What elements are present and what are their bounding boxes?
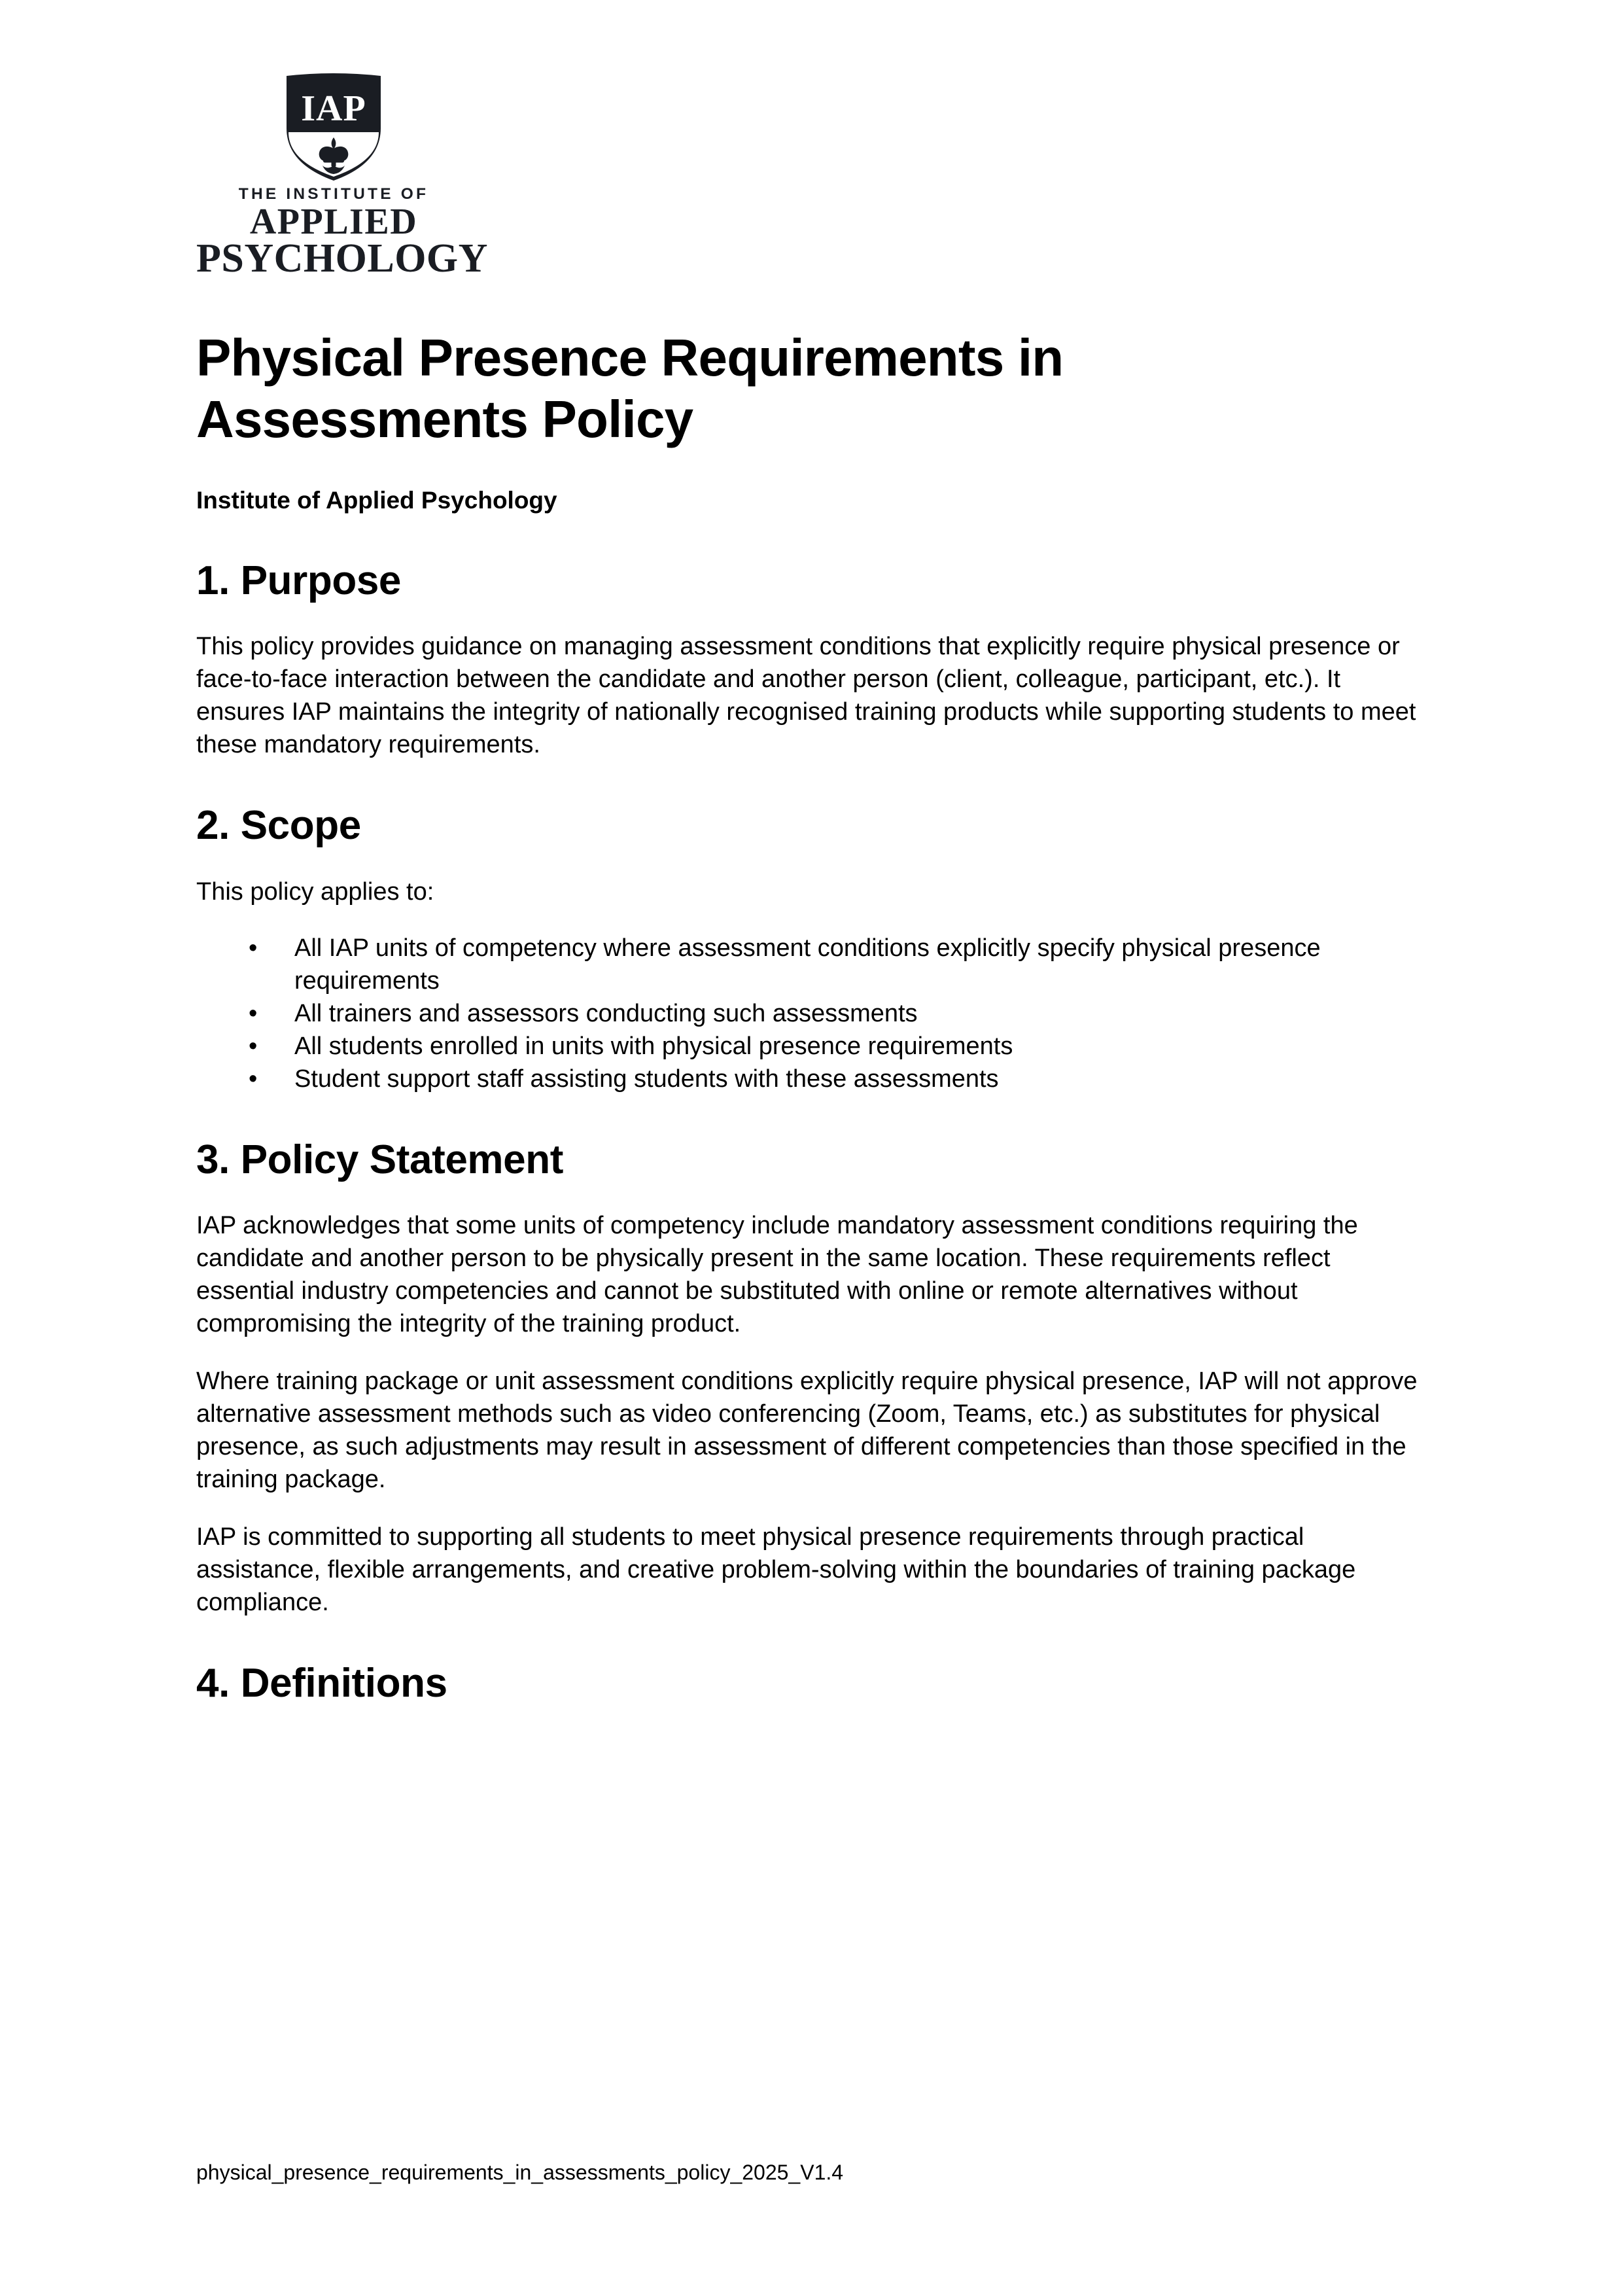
shield-icon bbox=[281, 72, 386, 183]
document-body bbox=[196, 327, 1426, 1708]
list-item: • All trainers and assessors conducting such assessments bbox=[249, 997, 1426, 1030]
section-heading-scope: 2. Scope bbox=[196, 803, 361, 849]
list-item: • All students enrolled in units with physical presence requirements bbox=[249, 1030, 1426, 1063]
section-purpose-paragraph: This policy provides guidance on managing assessment conditions that explicitly require physical presence or face-to-face interaction between the candidate and another person (client, colleague, participant, etc.). It ensures IAP maintains the integrity of nationally recognised training products while supporting students to meet these mandatory requirements. bbox=[196, 633, 1416, 759]
list-item: • Student support staff assisting students with these assessments bbox=[249, 1063, 1426, 1095]
document-subtitle: Institute of Applied Psychology bbox=[196, 486, 557, 514]
list-item: • All IAP units of competency where assessment conditions explicitly specify physical presence requirements bbox=[249, 932, 1426, 997]
section-policy-statement-paragraph-2: Where training package or unit assessment conditions explicitly require physical presence, IAP will not approve alternative assessment methods such as video conferencing (Zoom, Teams, etc.) as substitutes for physical presence, as such adjustments may result in assessment of different competencies than those specified in the training package. bbox=[196, 1368, 1418, 1494]
logo-wordmark-line-2: APPLIED bbox=[249, 201, 418, 242]
organisation-logo bbox=[196, 72, 488, 281]
section-heading-purpose: 1. Purpose bbox=[196, 557, 401, 603]
section-scope-intro: This policy applies to: bbox=[196, 877, 434, 906]
scope-list bbox=[196, 932, 1426, 1095]
svg-text:IAP: IAP bbox=[301, 88, 366, 129]
logo-wordmark-line-3: PSYCHOLOGY bbox=[196, 236, 488, 281]
document-footer-filename: physical_presence_requirements_in_assessments_policy_2025_V1.4 bbox=[196, 2161, 844, 2184]
logo-wordmark-line-1: THE INSTITUTE OF bbox=[238, 185, 429, 203]
section-heading-definitions: 4. Definitions bbox=[196, 1661, 447, 1706]
logo-wordmark bbox=[196, 185, 488, 281]
page-title: Physical Presence Requirements in Assessments Policy bbox=[196, 328, 1064, 449]
section-policy-statement-paragraph-3: IAP is committed to supporting all students to meet physical presence requirements through practical assistance, flexible arrangements, and creative problem-solving within the boundaries of training package compliance. bbox=[196, 1523, 1356, 1617]
logo-shield-wrap bbox=[196, 72, 471, 183]
section-heading-policy-statement: 3. Policy Statement bbox=[196, 1137, 563, 1182]
section-policy-statement-paragraph-1: IAP acknowledges that some units of competency include mandatory assessment conditions requiring the candidate and another person to be physically present in the same location. These requirements reflect essential industry competencies and cannot be substituted with online or remote alternatives without compromising the integrity of the training product. bbox=[196, 1212, 1358, 1338]
